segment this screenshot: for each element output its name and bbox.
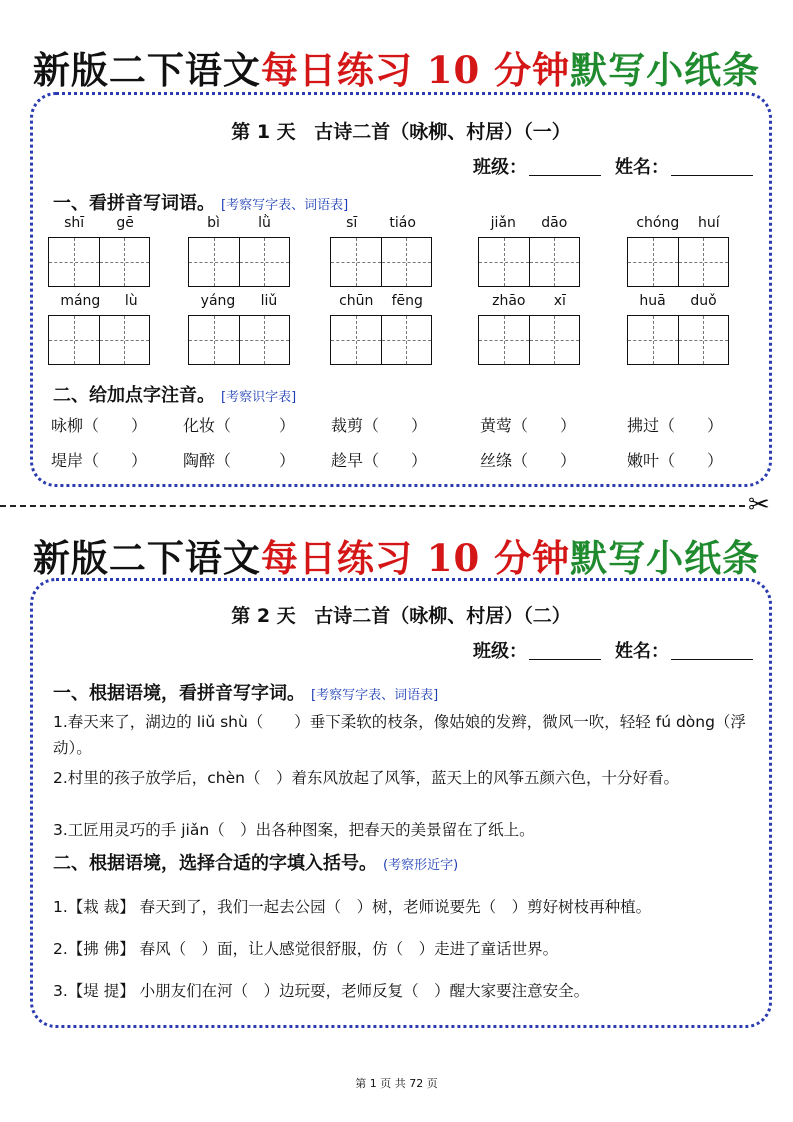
class-label: 班级： (473, 641, 527, 662)
pinyin-item (48, 215, 150, 287)
writing-boxes[interactable] (48, 237, 150, 287)
writing-boxes[interactable] (48, 315, 150, 365)
banner-part1: 新版二下语文 (32, 536, 261, 580)
banner-part3: 默写小纸条 (570, 48, 761, 92)
writing-boxes[interactable] (188, 237, 290, 287)
pinyin-syllable: dāo (541, 215, 568, 231)
writing-boxes[interactable] (627, 237, 729, 287)
pinyin-syllable: xī (553, 293, 566, 309)
phonetic-word: 化妆（ ） (183, 416, 296, 435)
day2-title-text: 古诗二首（咏柳、村居）（二） (314, 605, 571, 627)
name-blank[interactable] (671, 175, 753, 176)
pinyin-item (478, 215, 580, 287)
pinyin-item (627, 215, 729, 287)
day1-class-name-line (473, 153, 753, 179)
pinyin-syllable: chūn (339, 293, 374, 309)
pinyin-syllable: huí (697, 215, 720, 231)
writing-boxes[interactable] (188, 315, 290, 365)
phonetic-word: 咏柳（ ） (51, 416, 148, 435)
phonetic-word: 嫩叶（ ） (627, 451, 724, 470)
pinyin-syllable: chóng (636, 215, 680, 231)
banner-part1: 新版二下语文 (32, 48, 261, 92)
day1-title (33, 117, 769, 144)
name-label: 姓名： (615, 641, 669, 662)
pinyin-syllable: shī (64, 215, 85, 231)
pinyin-item (330, 293, 432, 365)
phonetic-word: 黄莺（ ） (480, 416, 577, 435)
section-label: 一、看拼音写词语。 (53, 193, 215, 214)
pinyin-syllable: fēng (391, 293, 423, 309)
phonetic-word: 裁剪（ ） (331, 416, 428, 435)
choice-sentence: 3.【堤 提】 小朋友们在河（ ）边玩耍，老师反复（ ）醒大家要注意安全。 (53, 982, 590, 1000)
pinyin-syllable: bì (207, 215, 220, 231)
pinyin-item (330, 215, 432, 287)
name-blank[interactable] (671, 659, 753, 660)
section-tag: [考察写字表、词语表] (311, 688, 439, 703)
pinyin-item (627, 293, 729, 365)
banner-part2: 每日练习 10 分钟 (260, 48, 571, 92)
choice-sentence: 2.【拂 佛】 春风（ ）面，让人感觉很舒服，仿（ ）走进了童话世界。 (53, 940, 559, 958)
class-label: 班级： (473, 157, 527, 178)
day1-section1-heading (53, 189, 348, 215)
day2-title-day: 第 2 天 (231, 605, 296, 627)
pinyin-syllable: lǜ (258, 215, 271, 231)
day1-title-text: 古诗二首（咏柳、村居）（一） (314, 121, 571, 143)
banner-title (0, 528, 793, 582)
section-tag: (考察形近字) (383, 858, 459, 873)
class-blank[interactable] (529, 175, 601, 176)
section-tag: [考察写字表、词语表] (221, 198, 349, 213)
cut-line (0, 505, 745, 507)
pinyin-syllable: jiǎn (490, 215, 516, 231)
phonetic-word: 堤岸（ ） (51, 451, 148, 470)
pinyin-item (48, 293, 150, 365)
pinyin-syllable: máng (60, 293, 101, 309)
writing-boxes[interactable] (330, 315, 432, 365)
writing-boxes[interactable] (478, 237, 580, 287)
phonetic-word: 丝绦（ ） (480, 451, 577, 470)
pinyin-syllable: lù (124, 293, 138, 309)
section-label: 一、根据语境，看拼音写字词。 (53, 683, 305, 704)
pinyin-syllable: tiáo (389, 215, 416, 231)
day2-class-name-line (473, 637, 753, 663)
writing-boxes[interactable] (478, 315, 580, 365)
phonetic-word: 趁早（ ） (331, 451, 428, 470)
writing-boxes[interactable] (627, 315, 729, 365)
pinyin-syllable: zhāo (492, 293, 526, 309)
writing-boxes[interactable] (330, 237, 432, 287)
context-sentence: 3.工匠用灵巧的手 jiǎn（ ）出各种图案，把春天的美景留在了纸上。 (53, 821, 535, 839)
pinyin-syllable: sī (346, 215, 358, 231)
day2-section1-heading (53, 679, 438, 705)
section-label: 二、给加点字注音。 (53, 385, 215, 406)
day1-card (30, 92, 772, 487)
day2-section2-heading (53, 849, 458, 875)
banner-part2: 每日练习 10 分钟 (260, 536, 571, 580)
section-tag: [考察识字表] (221, 390, 297, 405)
choice-sentence: 1.【栽 裁】 春天到了，我们一起去公园（ ）树，老师说要先（ ）剪好树枝再种植。 (53, 898, 652, 916)
pinyin-syllable: yáng (200, 293, 236, 309)
context-sentence: 1.春天来了，湖边的 liǔ shù（ ）垂下柔软的枝条，像姑娘的发辫，微风一吹，轻轻 fú dòng（浮动）。 (53, 713, 746, 757)
context-sentence: 2.村里的孩子放学后，chèn（ ）着东风放起了风筝，蓝天上的风筝五颜六色，十分好看。 (53, 769, 679, 787)
banner-part3: 默写小纸条 (570, 536, 761, 580)
day2-card (30, 578, 772, 1028)
day1-section2-heading (53, 381, 296, 407)
pinyin-syllable: duǒ (690, 293, 717, 309)
banner-title (0, 40, 793, 94)
pinyin-syllable: liǔ (260, 293, 278, 309)
day2-title (33, 601, 769, 628)
phonetic-word: 拂过（ ） (627, 416, 724, 435)
scissors-icon: ✂ (748, 490, 770, 520)
pinyin-item (478, 293, 580, 365)
name-label: 姓名： (615, 157, 669, 178)
day1-title-day: 第 1 天 (231, 121, 296, 143)
pinyin-syllable: gē (116, 215, 134, 231)
class-blank[interactable] (529, 659, 601, 660)
section-label: 二、根据语境，选择合适的字填入括号。 (53, 853, 377, 874)
pinyin-item (188, 293, 290, 365)
pinyin-item (188, 215, 290, 287)
pinyin-syllable: huā (639, 293, 666, 309)
phonetic-word: 陶醉（ ） (183, 451, 296, 470)
page-footer: 第 1 页 共 72 页 (355, 1077, 438, 1090)
